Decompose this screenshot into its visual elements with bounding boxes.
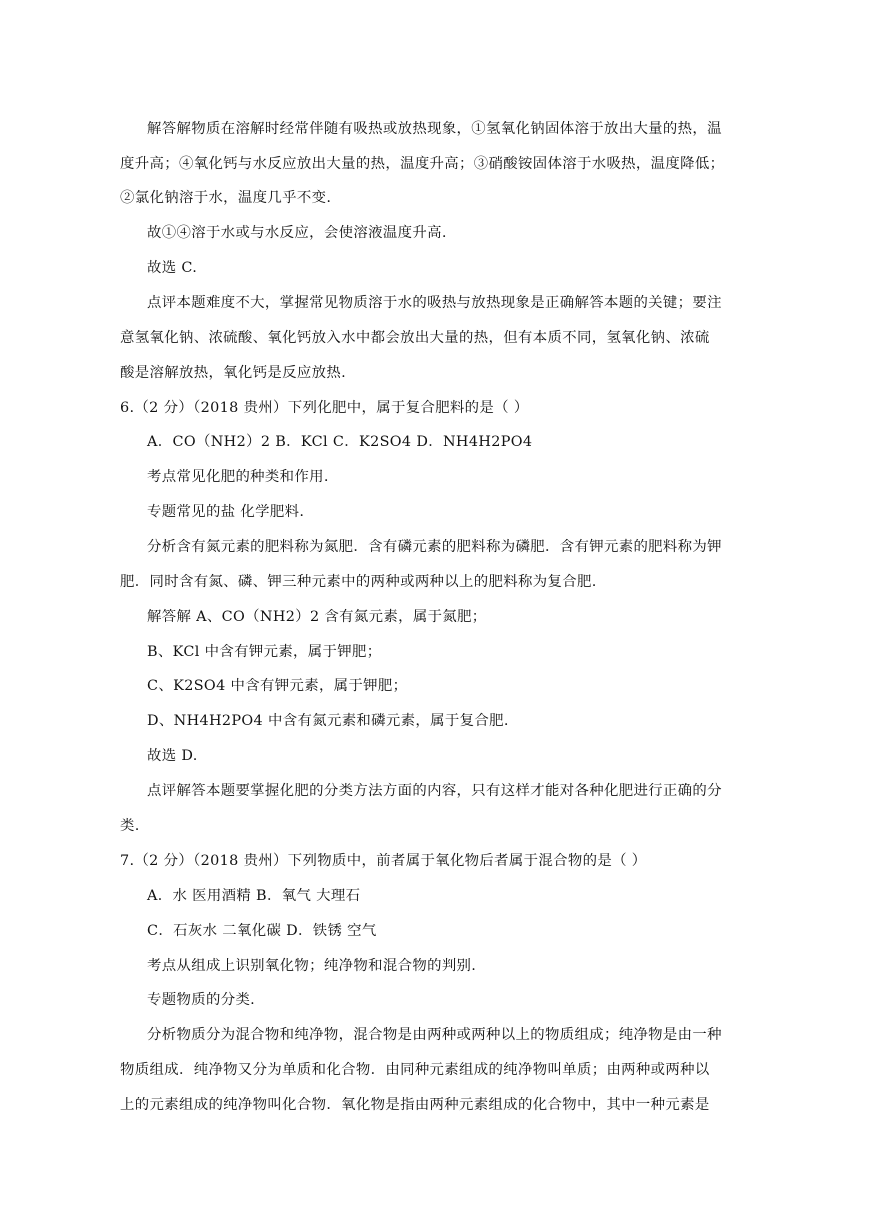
answer-paragraph-line-3: ②氯化钠溶于水，温度几乎不变. — [120, 190, 332, 206]
question-7-analysis-line-1: 分析物质分为混合物和纯净物，混合物是由两种或两种以上的物质组成；纯净物是由一种 — [147, 1027, 722, 1043]
question-7-options-ab: A．水 医用酒精 B．氧气 大理石 — [147, 888, 361, 904]
comment-paragraph-line-3: 酸是溶解放热，氧化钙是反应放热. — [120, 365, 347, 381]
question-6-answer-c: C、K2SO4 中含有钾元素，属于钾肥； — [147, 678, 408, 694]
question-6-stem: 6.（2 分）（2018 贵州）下列化肥中，属于复合肥料的是（ ） — [120, 400, 529, 416]
answer-paragraph-line-1: 解答解物质在溶解时经常伴随有吸热或放热现象，①氢氧化钠固体溶于放出大量的热，温 — [147, 121, 722, 137]
question-6-analysis-line-1: 分析含有氮元素的肥料称为氮肥．含有磷元素的肥料称为磷肥．含有钾元素的肥料称为钾 — [147, 539, 722, 555]
answer-paragraph-line-2: 度升高；④氧化钙与水反应放出大量的热，温度升高；③硝酸铵固体溶于水吸热，温度降低； — [120, 156, 725, 172]
question-6-answer-b: B、KCl 中含有钾元素，属于钾肥； — [147, 644, 382, 660]
question-6-zhuanti: 专题常见的盐 化学肥料. — [147, 504, 305, 520]
question-6-answer-a: 解答解 A、CO（NH2）2 含有氮元素，属于氮肥； — [147, 609, 487, 625]
question-7-stem: 7.（2 分）（2018 贵州）下列物质中，前者属于氧化物后者属于混合物的是（ ） — [120, 853, 647, 869]
question-7-analysis-line-3: 上的元素组成的纯净物叫化合物．氧化物是指由两种元素组成的化合物中，其中一种元素是 — [120, 1097, 710, 1113]
choice-line: 故选 C. — [147, 260, 198, 276]
question-6-comment-line-1: 点评解答本题要掌握化肥的分类方法方面的内容，只有这样才能对各种化肥进行正确的分 — [147, 783, 722, 799]
question-7-zhuanti: 专题物质的分类. — [147, 992, 256, 1008]
question-7-options-cd: C．石灰水 二氧化碳 D．铁锈 空气 — [147, 923, 377, 939]
question-7-kaodian: 考点从组成上识别氧化物；纯净物和混合物的判别. — [147, 958, 477, 974]
question-6-comment-line-2: 类. — [120, 818, 140, 834]
question-6-analysis-line-2: 肥．同时含有氮、磷、钾三种元素中的两种或两种以上的肥料称为复合肥. — [120, 574, 597, 590]
comment-paragraph-line-1: 点评本题难度不大，掌握常见物质溶于水的吸热与放热现象是正确解答本题的关键；要注 — [147, 295, 722, 311]
question-6-choice: 故选 D. — [147, 748, 198, 764]
question-6-options: A．CO（NH2）2 B．KCl C．K2SO4 D．NH4H2PO4 — [147, 434, 533, 450]
conclusion-line: 故①④溶于水或与水反应，会使溶液温度升高. — [147, 225, 447, 241]
question-7-analysis-line-2: 物质组成．纯净物又分为单质和化合物．由同种元素组成的纯净物叫单质；由两种或两种以 — [120, 1062, 710, 1078]
question-6-answer-d: D、NH4H2PO4 中含有氮元素和磷元素，属于复合肥. — [147, 713, 509, 729]
question-6-kaodian: 考点常见化肥的种类和作用. — [147, 469, 329, 485]
comment-paragraph-line-2: 意氢氧化钠、浓硫酸、氧化钙放入水中都会放出大量的热，但有本质不同，氢氧化钠、浓硫 — [120, 330, 710, 346]
